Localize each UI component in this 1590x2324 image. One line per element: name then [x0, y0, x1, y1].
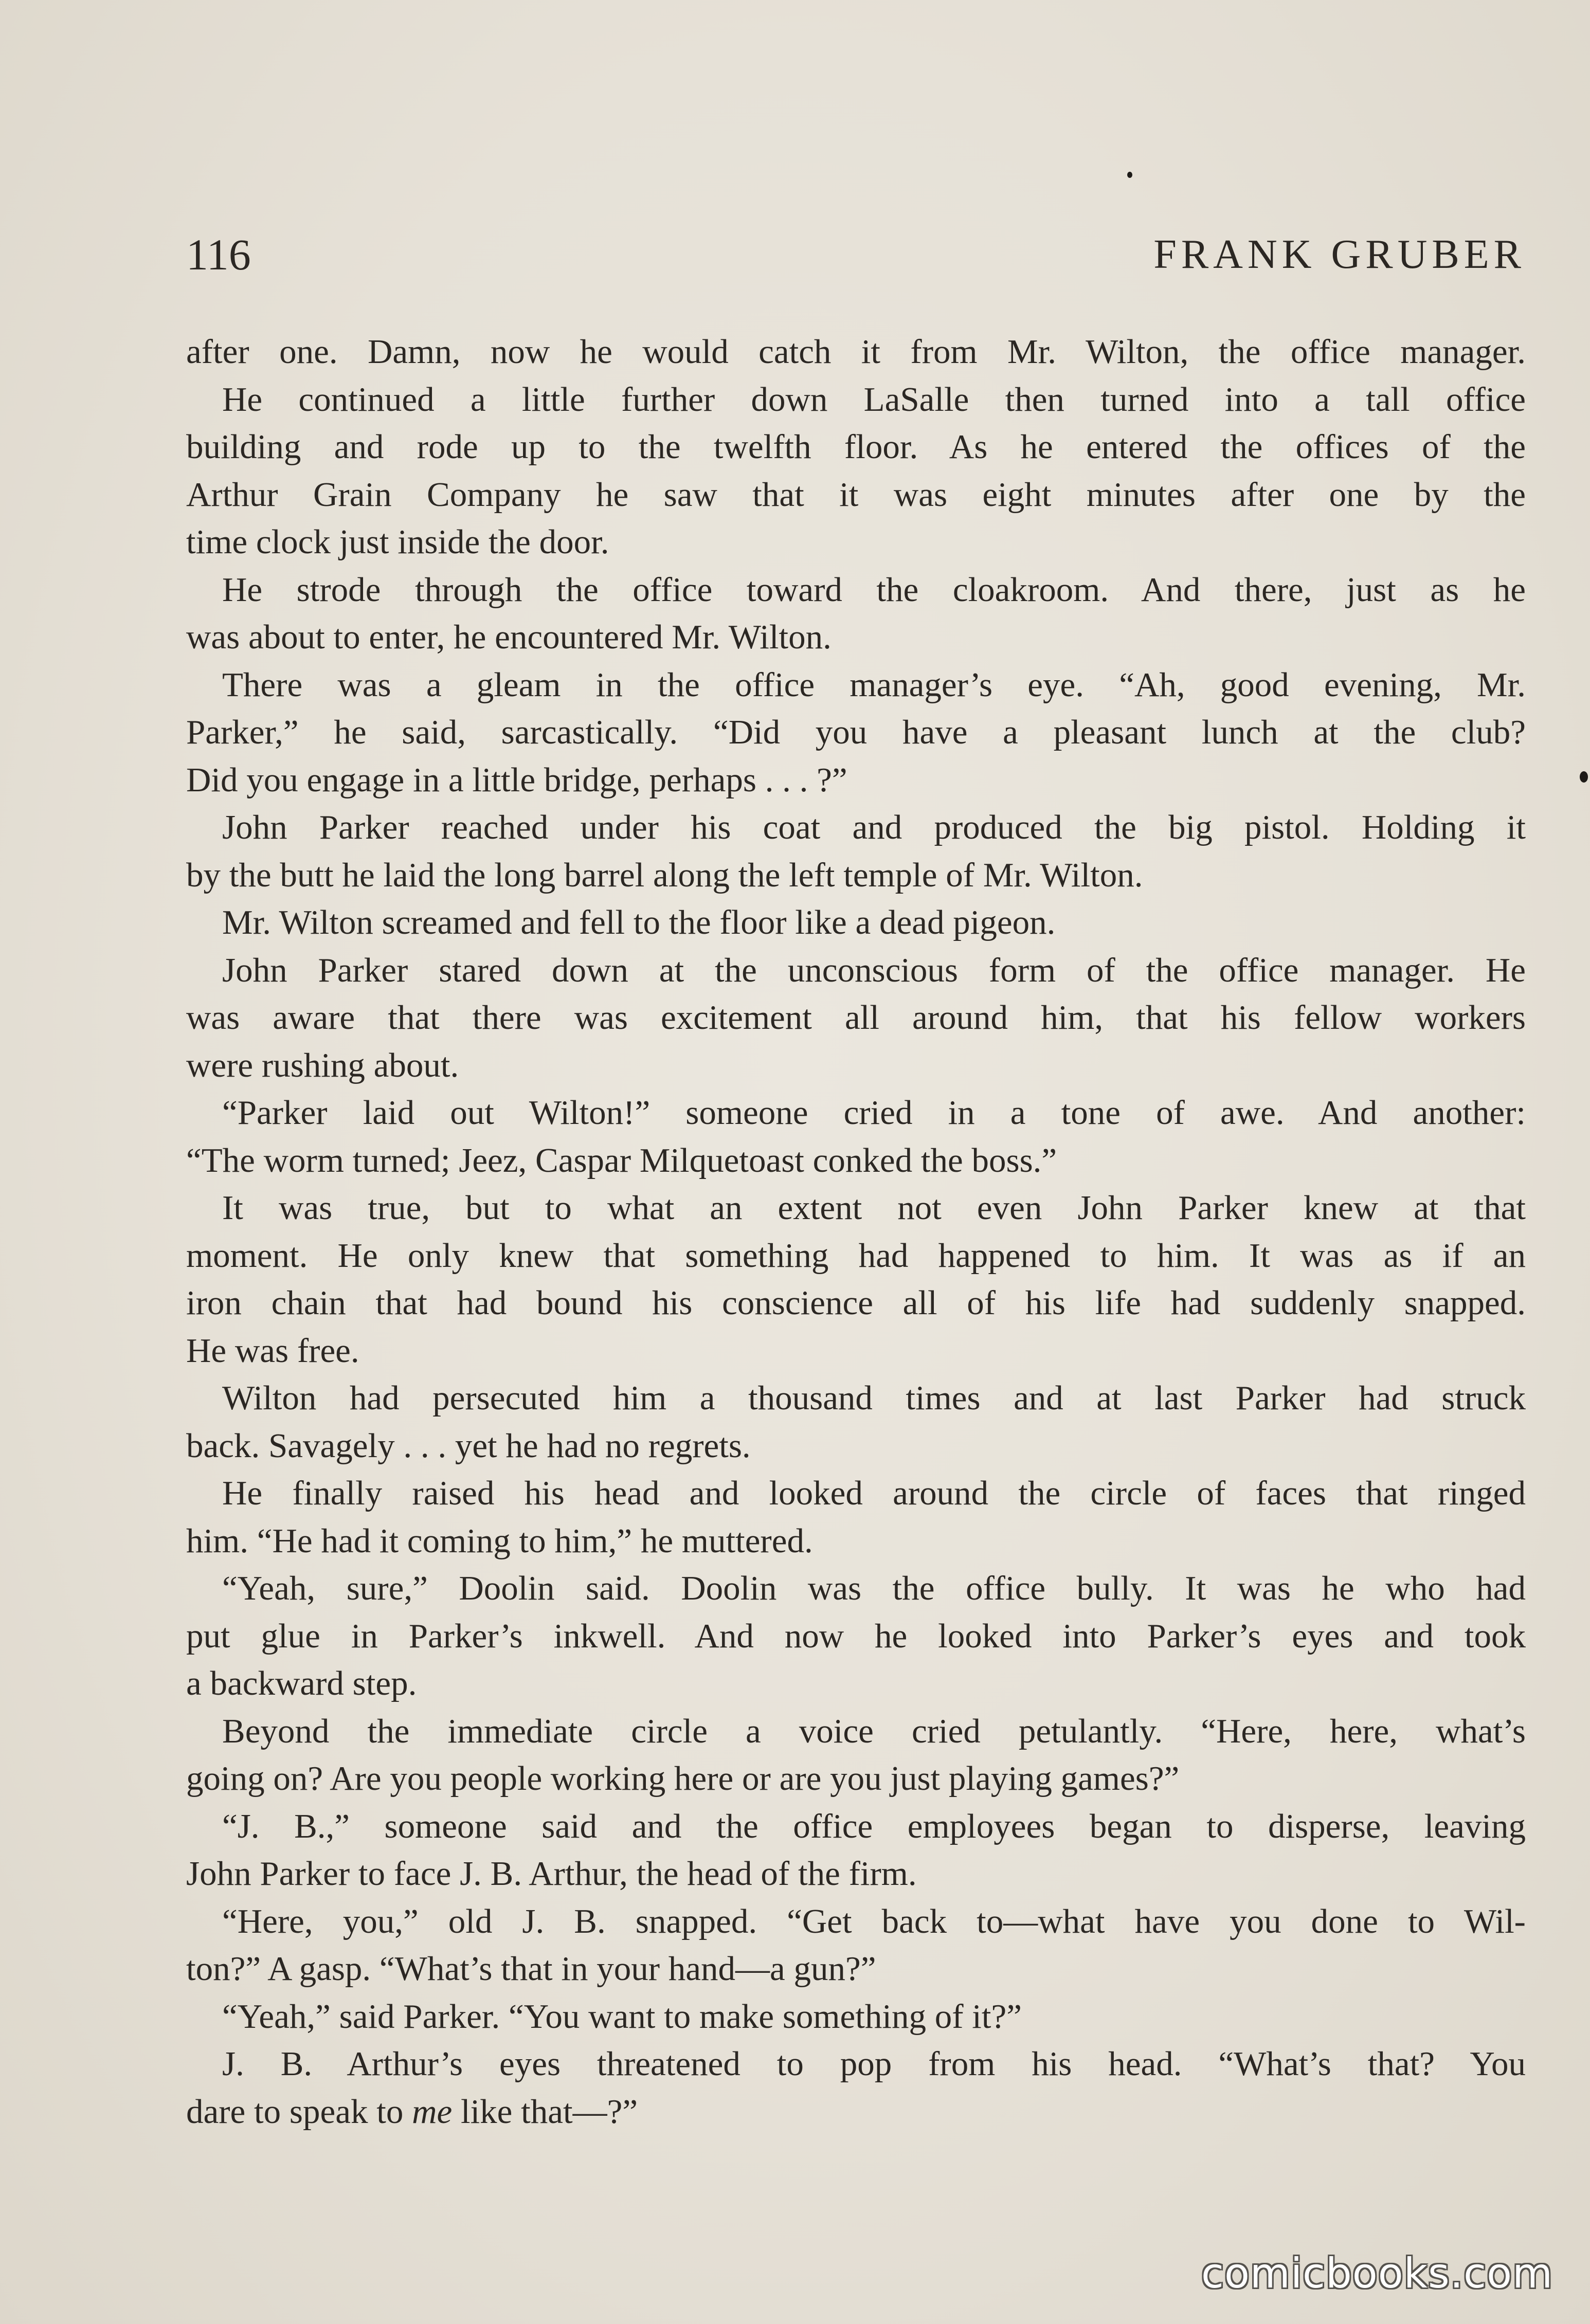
text-line: It was true, but to what an extent not even John Parker knew at that	[222, 1189, 1526, 1227]
text-line: He finally raised his head and looked around the circle of faces that ringed	[222, 1474, 1526, 1512]
text-line	[186, 2088, 1526, 2136]
text-line: put glue in Parker’s inkwell. And now he looked into Parker’s eyes and took	[186, 1617, 1526, 1655]
text-line: ton?” A gasp. “What’s that in your hand—a gun?”	[186, 1950, 876, 1988]
text-line: him. “He had it coming to him,” he muttered.	[186, 1521, 813, 1560]
text-line: back. Savagely . . . yet he had no regrets.	[186, 1426, 751, 1465]
text-span: like that—?”	[452, 2092, 638, 2131]
text-line: He strode through the office toward the cloakroom. And there, just as he	[222, 570, 1526, 609]
body-text	[186, 328, 1526, 2135]
page-header	[186, 226, 1526, 283]
site-watermark: comicbooks.com	[1201, 2249, 1553, 2297]
text-line: Mr. Wilton screamed and fell to the floor like a dead pigeon.	[222, 903, 1056, 941]
text-line: was aware that there was excitement all around him, that his fellow workers	[186, 998, 1526, 1037]
text-line: time clock just inside the door.	[186, 523, 609, 561]
text-line: He continued a little further down LaSalle then turned into a tall office	[222, 380, 1526, 419]
ink-speck	[1580, 771, 1588, 783]
text-line: Arthur Grain Company he saw that it was eight minutes after one by the	[186, 475, 1526, 514]
text-line: He was free.	[186, 1331, 359, 1370]
text-line: after one. Damn, now he would catch it from Mr. Wilton, the office manager.	[186, 333, 1526, 371]
text-span: dare to speak to	[186, 2092, 412, 2131]
text-line: by the butt he laid the long barrel along the left temple of Mr. Wilton.	[186, 856, 1143, 894]
ink-speck	[1127, 172, 1132, 178]
text-line: moment. He only knew that something had happened to him. It was as if an	[186, 1236, 1526, 1275]
text-line: John Parker to face J. B. Arthur, the head of the firm.	[186, 1855, 917, 1893]
text-line: building and rode up to the twelfth floor. As he entered the offices of the	[186, 428, 1526, 466]
text-line: “Parker laid out Wilton!” someone cried in a tone of awe. And another:	[222, 1094, 1526, 1132]
page-number: 116	[186, 230, 251, 279]
text-line: Parker,” he said, sarcastically. “Did you have a pleasant lunch at the club?	[186, 713, 1526, 751]
text-line: Wilton had persecuted him a thousand times and at last Parker had struck	[222, 1379, 1526, 1417]
text-line: John Parker stared down at the unconscious form of the office manager. He	[222, 951, 1526, 989]
text-line: “J. B.,” someone said and the office employees began to disperse, leaving	[222, 1807, 1526, 1845]
text-line: were rushing about.	[186, 1046, 459, 1084]
text-line: “The worm turned; Jeez, Caspar Milquetoast conked the boss.”	[186, 1141, 1057, 1179]
text-line: iron chain that had bound his conscience all of his life had suddenly snapped.	[186, 1284, 1526, 1322]
text-line: “Yeah, sure,” Doolin said. Doolin was the office bully. It was he who had	[222, 1569, 1526, 1607]
text-line: Did you engage in a little bridge, perhaps . . . ?”	[186, 760, 847, 799]
text-line: was about to enter, he encountered Mr. Wilton.	[186, 618, 832, 656]
text-line: Beyond the immediate circle a voice cried petulantly. “Here, here, what’s	[222, 1712, 1526, 1750]
text-line: going on? Are you people working here or are you just playing games?”	[186, 1759, 1180, 1798]
text-line: There was a gleam in the office manager’s eye. “Ah, good evening, Mr.	[222, 665, 1526, 704]
text-line: J. B. Arthur’s eyes threatened to pop from his head. “What’s that? You	[222, 2045, 1526, 2083]
text-line: a backward step.	[186, 1664, 417, 1702]
text-line: John Parker reached under his coat and produced the big pistol. Holding it	[222, 808, 1526, 846]
running-head-author: FRANK GRUBER	[1153, 232, 1526, 277]
text-line: “Yeah,” said Parker. “You want to make something of it?”	[222, 1997, 1022, 2036]
emphasized-word: me	[412, 2092, 453, 2131]
text-line: “Here, you,” old J. B. snapped. “Get back to—what have you done to Wil-	[222, 1902, 1526, 1940]
